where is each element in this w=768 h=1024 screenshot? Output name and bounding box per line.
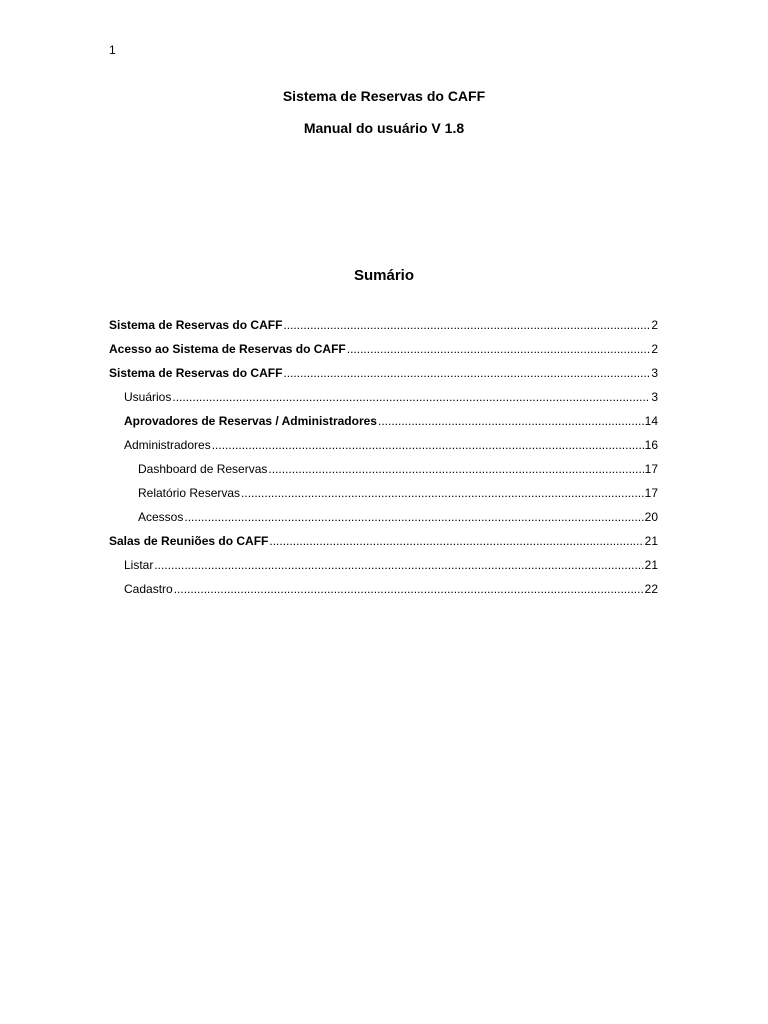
toc-entry[interactable] bbox=[109, 342, 658, 366]
toc-entry-page: 16 bbox=[644, 438, 658, 452]
toc-entry-label: Acessos bbox=[138, 510, 184, 524]
toc-dot-leader bbox=[268, 462, 643, 476]
toc-entry-label: Usuários bbox=[124, 390, 172, 404]
toc-entry-page: 22 bbox=[644, 582, 658, 596]
toc-dot-leader bbox=[241, 486, 644, 500]
toc-entry-label: Aprovadores de Reservas / Administradores bbox=[124, 414, 377, 428]
toc-dot-leader bbox=[212, 438, 644, 452]
toc-dot-leader bbox=[378, 414, 644, 428]
toc-entry[interactable] bbox=[109, 390, 658, 414]
toc-entry[interactable] bbox=[109, 462, 658, 486]
toc-entry-label: Dashboard de Reservas bbox=[138, 462, 268, 476]
toc-entry[interactable] bbox=[109, 534, 658, 558]
toc-entry-label: Salas de Reuniões do CAFF bbox=[109, 534, 269, 548]
toc-entry[interactable] bbox=[109, 414, 658, 438]
document-subtitle: Manual do usuário V 1.8 bbox=[303, 120, 465, 136]
toc-entry-label: Sistema de Reservas do CAFF bbox=[109, 318, 283, 332]
toc-dot-leader bbox=[184, 510, 643, 524]
toc-dot-leader bbox=[283, 318, 650, 332]
toc-entry[interactable] bbox=[109, 486, 658, 510]
toc-entry-page: 17 bbox=[644, 462, 658, 476]
toc-entry-page: 17 bbox=[644, 486, 658, 500]
toc-entry[interactable] bbox=[109, 558, 658, 582]
toc-entry-label: Administradores bbox=[124, 438, 211, 452]
toc-entry-page: 2 bbox=[651, 318, 658, 332]
toc-dot-leader bbox=[154, 558, 643, 572]
toc-dot-leader bbox=[172, 390, 650, 404]
table-of-contents bbox=[109, 318, 658, 606]
toc-entry[interactable] bbox=[109, 366, 658, 390]
toc-entry[interactable] bbox=[109, 510, 658, 534]
toc-heading: Sumário bbox=[353, 267, 414, 284]
toc-dot-leader bbox=[174, 582, 644, 596]
page-number: 1 bbox=[109, 43, 116, 57]
toc-entry[interactable] bbox=[109, 438, 658, 462]
toc-entry-page: 2 bbox=[651, 342, 658, 356]
toc-entry-label: Listar bbox=[124, 558, 154, 572]
toc-entry-page: 20 bbox=[644, 510, 658, 524]
toc-entry-label: Relatório Reservas bbox=[138, 486, 241, 500]
toc-entry-page: 14 bbox=[644, 414, 658, 428]
toc-entry-page: 3 bbox=[651, 366, 658, 380]
toc-entry[interactable] bbox=[109, 582, 658, 606]
toc-entry-page: 21 bbox=[644, 534, 658, 548]
toc-entry-page: 3 bbox=[651, 390, 658, 404]
document-title: Sistema de Reservas do CAFF bbox=[282, 88, 486, 104]
toc-dot-leader bbox=[347, 342, 651, 356]
toc-entry-page: 21 bbox=[644, 558, 658, 572]
toc-entry-label: Cadastro bbox=[124, 582, 173, 596]
toc-entry-label: Sistema de Reservas do CAFF bbox=[109, 366, 283, 380]
toc-dot-leader bbox=[269, 534, 643, 548]
toc-entry[interactable] bbox=[109, 318, 658, 342]
toc-entry-label: Acesso ao Sistema de Reservas do CAFF bbox=[109, 342, 346, 356]
toc-dot-leader bbox=[283, 366, 650, 380]
